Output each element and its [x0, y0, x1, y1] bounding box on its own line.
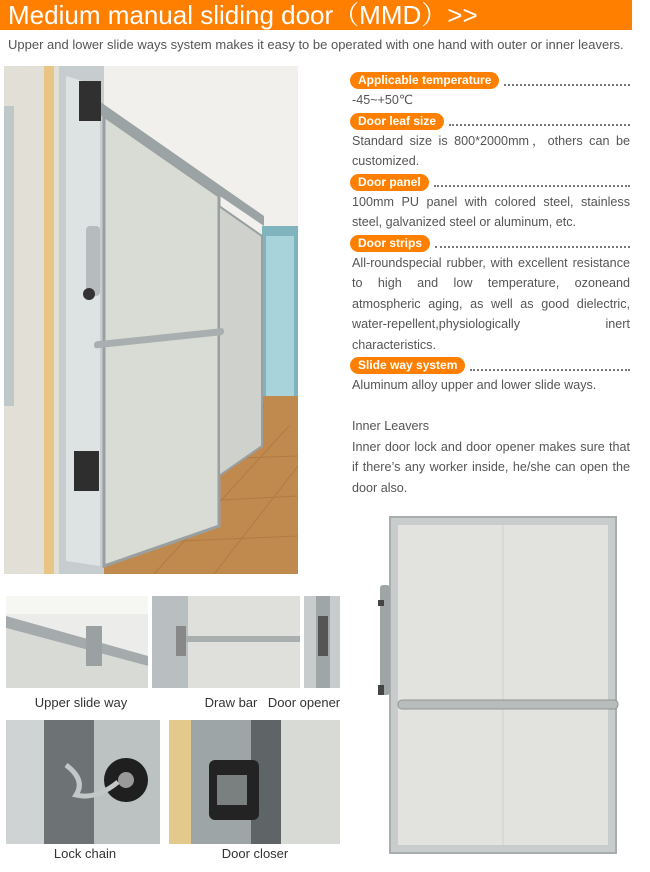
- dotted-divider: [504, 76, 630, 86]
- caption-draw-bar: Draw bar: [204, 695, 258, 710]
- page-title-banner: [0, 0, 632, 30]
- spec-text: All-roundspecial rubber, with excellent resistance to high and low temperature, ozoneand atmospheric aging, as well as good dielectric, water-repellent,physiologically inert characteristics.: [352, 255, 630, 352]
- caption-door-opener: Door opener: [267, 695, 341, 710]
- door-closer-photo: [169, 720, 340, 844]
- spec-door-leaf-size: [350, 113, 630, 172]
- spec-label: Door panel: [350, 174, 429, 191]
- main-door-photo: [4, 66, 298, 574]
- page-title: Medium manual sliding door（MMD）>>: [8, 0, 478, 30]
- lock-chain-photo: [6, 720, 160, 844]
- spec-applicable-temperature: [350, 72, 630, 111]
- spec-text: 100mm PU panel with colored steel, stainless steel, galvanized steel or aluminum, etc.: [352, 194, 630, 229]
- inner-leavers-title: Inner Leavers: [352, 418, 430, 433]
- spec-text: -45~+50℃: [352, 93, 414, 107]
- spec-text: Standard size is 800*2000mm，others can be customized.: [352, 133, 630, 168]
- caption-lock-chain: Lock chain: [53, 846, 117, 861]
- draw-bar-photo: [152, 596, 300, 688]
- spec-slide-way-system: [350, 357, 630, 396]
- spec-door-panel: [350, 174, 630, 233]
- spec-text: Aluminum alloy upper and lower slide ways.: [352, 378, 597, 392]
- caption-door-closer: Door closer: [221, 846, 289, 861]
- dotted-divider: [434, 177, 630, 187]
- dotted-divider: [435, 238, 630, 248]
- spec-door-strips: [350, 235, 630, 356]
- spec-list: [350, 70, 630, 500]
- front-door-photo: [378, 515, 620, 855]
- caption-upper-slide-way: Upper slide way: [34, 695, 128, 710]
- upper-slide-way-photo: [6, 596, 148, 688]
- door-opener-photo: [304, 596, 340, 688]
- spec-label: Applicable temperature: [350, 72, 499, 89]
- inner-leavers-text: Inner door lock and door opener makes sure that if there’s any worker inside, he/she can open the door also.: [352, 439, 630, 495]
- dotted-divider: [449, 116, 630, 126]
- spec-label: Slide way system: [350, 357, 465, 374]
- spec-label: Door leaf size: [350, 113, 444, 130]
- spec-label: Door strips: [350, 235, 430, 252]
- page-subtitle: Upper and lower slide ways system makes it easy to be operated with one hand with outer or inner leavers.: [8, 37, 624, 52]
- dotted-divider: [470, 361, 630, 371]
